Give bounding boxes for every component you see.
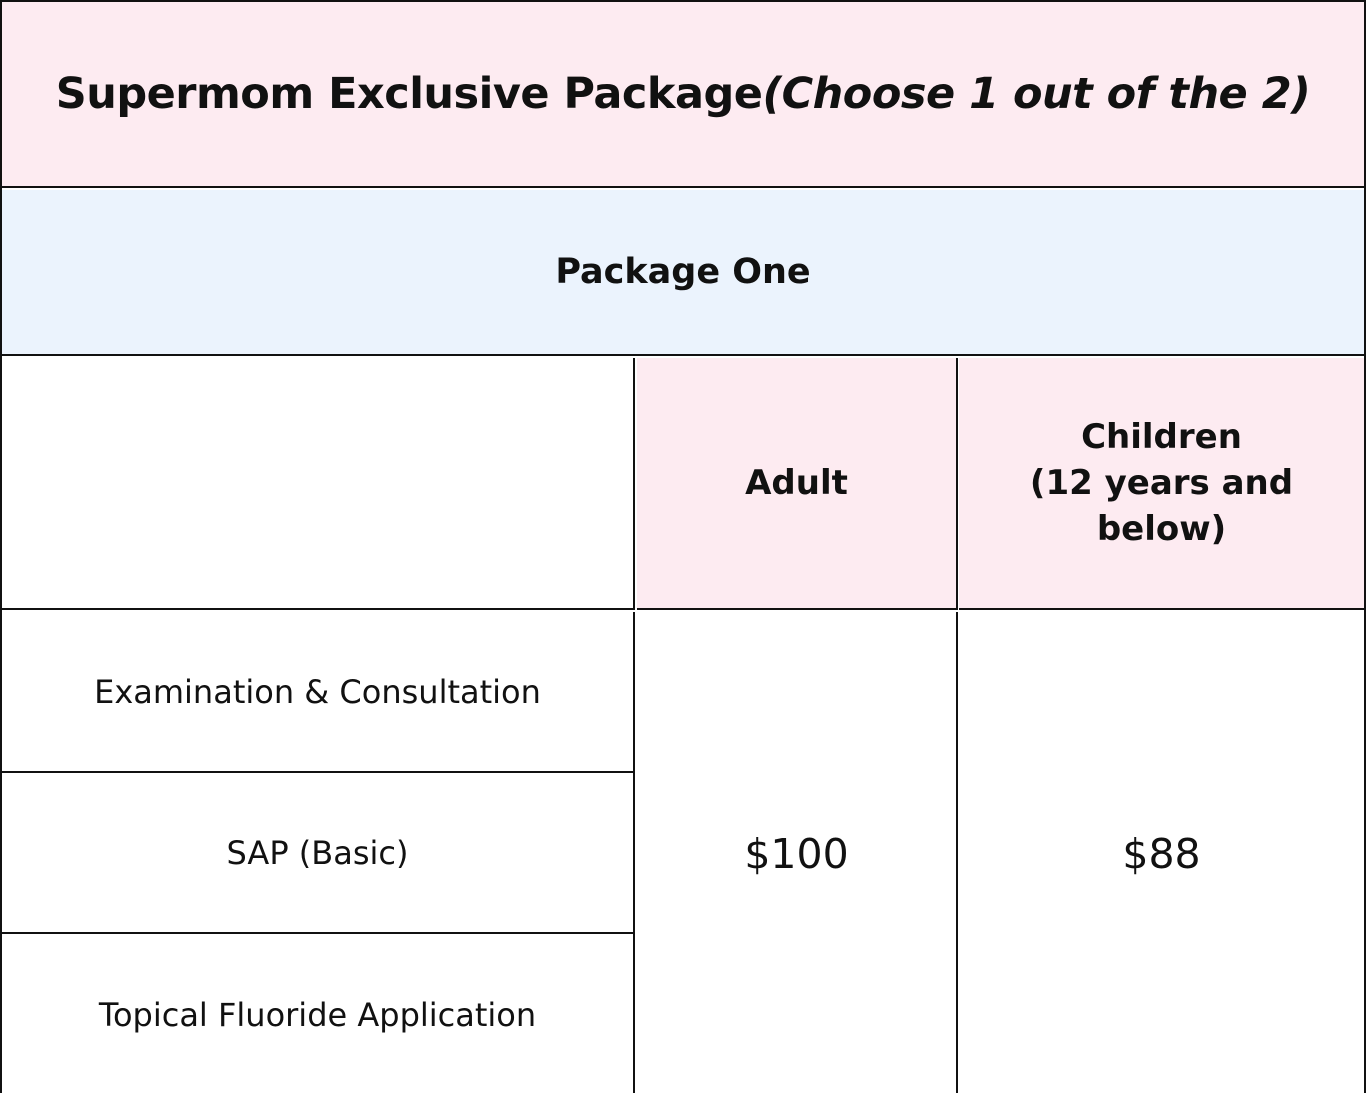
table-title (2, 2, 1364, 188)
price-children: $88 (1122, 829, 1201, 878)
service-sap-basic: SAP (Basic) (2, 773, 635, 934)
children-header-line3: below) (1096, 509, 1227, 549)
service-topical-fluoride: Topical Fluoride Application (2, 934, 635, 1093)
children-header-line2: (12 years and (1029, 463, 1294, 503)
package-name: Package One (2, 190, 1364, 356)
title-subtitle: (Choose 1 out of the 2) (762, 69, 1311, 119)
price-adult: $100 (637, 612, 958, 1093)
column-header-adult: Adult (637, 358, 958, 610)
children-header-line1: Children (1081, 417, 1242, 457)
service-examination-consultation: Examination & Consultation (2, 612, 635, 773)
title-main: Supermom Exclusive Package (55, 69, 763, 119)
column-header-children (959, 358, 1364, 610)
header-empty-cell (2, 358, 635, 610)
